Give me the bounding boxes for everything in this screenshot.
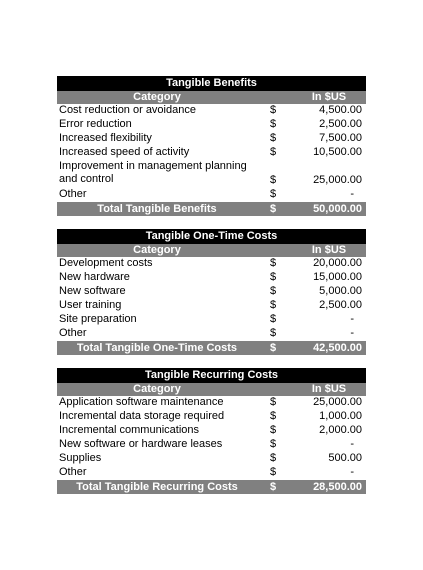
table-row [57,452,366,466]
row-label: Increased speed of activity [59,146,190,158]
total-row [57,341,366,355]
column-header-row [57,383,366,396]
row-amount: 10,500.00 [313,146,362,158]
total-label: Total Tangible Benefits [97,203,217,215]
row-label: New software [59,285,126,297]
total-amount: 50,000.00 [313,203,362,215]
category-header: Category [133,244,181,256]
row-label: Application software maintenance [59,396,224,408]
row-amount: 5,000.00 [319,285,362,297]
total-label: Total Tangible Recurring Costs [76,481,238,493]
dollar-sign: $ [269,299,277,311]
row-amount: 2,500.00 [319,118,362,130]
row-amount: 4,500.00 [319,104,362,116]
row-label: Other [59,188,87,200]
dollar-sign: $ [269,313,277,325]
row-label: Increased flexibility [59,132,152,144]
total-label: Total Tangible One-Time Costs [76,342,238,354]
row-amount: - [350,438,354,450]
dollar-sign: $ [269,257,277,269]
tangible-benefits-table [57,76,366,216]
section-title: Tangible Benefits [57,76,366,91]
tangible-one-time-costs-table [57,229,366,355]
dollar-sign: $ [269,132,277,144]
dollar-sign: $ [269,424,277,436]
table-row [57,466,366,480]
row-amount: 2,500.00 [319,299,362,311]
table-row [57,132,366,146]
row-amount: 1,000.00 [319,410,362,422]
dollar-sign: $ [269,466,277,478]
table-row [57,327,366,341]
row-label: Other [59,466,87,478]
row-amount: 500.00 [328,452,362,464]
dollar-sign: $ [269,410,277,422]
row-label: User training [59,299,122,311]
dollar-sign: $ [269,203,277,215]
dollar-sign: $ [269,146,277,158]
dollar-sign: $ [269,481,277,493]
dollar-sign: $ [269,118,277,130]
row-label: Incremental communications [59,424,200,436]
column-header-row [57,244,366,257]
table-row [57,271,366,285]
dollar-sign: $ [269,104,277,116]
column-header-row [57,91,366,104]
dollar-sign: $ [269,396,277,408]
row-amount: 2,000.00 [319,424,362,436]
table-row [57,257,366,271]
total-amount: 42,500.00 [313,342,362,354]
category-header: Category [133,91,181,103]
amount-header: In $US [311,383,347,395]
table-row [57,410,366,424]
table-row [57,146,366,160]
table-row [57,104,366,118]
dollar-sign: $ [269,285,277,297]
row-amount: 20,000.00 [313,257,362,269]
total-amount: 28,500.00 [313,481,362,493]
dollar-sign: $ [269,438,277,450]
dollar-sign: $ [269,342,277,354]
dollar-sign: $ [269,271,277,283]
row-amount: - [350,188,354,200]
dollar-sign: $ [269,174,277,186]
row-amount: 15,000.00 [313,271,362,283]
row-label: Error reduction [59,118,132,130]
table-row [57,188,366,202]
row-amount: 7,500.00 [319,132,362,144]
table-row [57,285,366,299]
amount-header: In $US [311,244,347,256]
tangible-recurring-costs-table [57,368,366,494]
table-row [57,396,366,410]
dollar-sign: $ [269,188,277,200]
section-title: Tangible One-Time Costs [57,229,366,244]
row-label: Site preparation [59,313,137,325]
table-row [57,160,366,188]
total-row [57,202,366,216]
table-row [57,118,366,132]
dollar-sign: $ [269,327,277,339]
dollar-sign: $ [269,452,277,464]
row-amount: 25,000.00 [313,174,362,186]
section-title: Tangible Recurring Costs [57,368,366,383]
total-row [57,480,366,494]
row-amount: 25,000.00 [313,396,362,408]
table-row [57,438,366,452]
row-amount: - [350,327,354,339]
row-label: Development costs [59,257,153,269]
table-row [57,424,366,438]
row-label: Other [59,327,87,339]
row-label: Cost reduction or avoidance [59,104,196,116]
row-amount: - [350,466,354,478]
category-header: Category [133,383,181,395]
row-label: New hardware [59,271,130,283]
table-row [57,313,366,327]
table-row [57,299,366,313]
row-label: New software or hardware leases [59,438,223,450]
row-label: Improvement in management planning and control [59,160,247,185]
row-amount: - [350,313,354,325]
amount-header: In $US [311,91,347,103]
row-label: Incremental data storage required [59,410,225,422]
row-label: Supplies [59,452,102,464]
